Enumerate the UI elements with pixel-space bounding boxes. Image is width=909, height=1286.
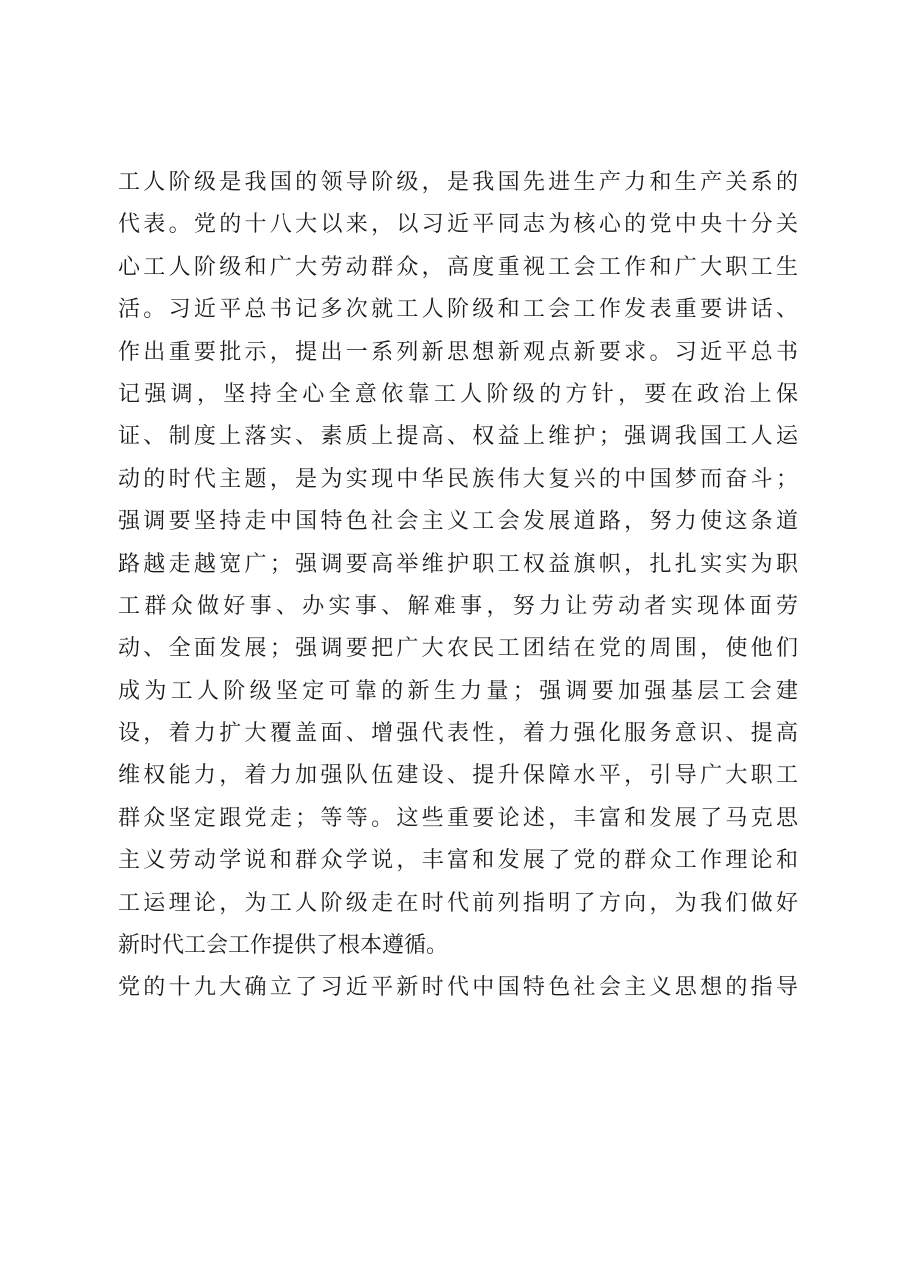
text-line: 路越走越宽广；强调要高举维护职工权益旗帜，扎扎实实为职	[118, 551, 798, 577]
text-line: 设，着力扩大覆盖面、增强代表性，着力强化服务意识、提高	[118, 721, 798, 747]
text-line: 动的时代主题，是为实现中华民族伟大复兴的中国梦而奋斗；	[118, 466, 798, 492]
text-line: 主义劳动学说和群众学说，丰富和发展了党的群众工作理论和	[118, 848, 798, 874]
text-line: 维权能力，着力加强队伍建设、提升保障水平，引导广大职工	[118, 763, 798, 789]
text-line: 党的十九大确立了习近平新时代中国特色社会主义思想的指导	[118, 975, 798, 1001]
text-line: 成为工人阶级坚定可靠的新生力量；强调要加强基层工会建	[118, 678, 798, 704]
text-line: 证、制度上落实、素质上提高、权益上维护；强调我国工人运	[118, 424, 798, 450]
text-line: 活。习近平总书记多次就工人阶级和工会工作发表重要讲话、	[118, 297, 798, 323]
text-line: 代表。党的十八大以来，以习近平同志为核心的党中央十分关	[118, 212, 798, 238]
text-line: 工群众做好事、办实事、解难事，努力让劳动者实现体面劳	[118, 593, 798, 619]
text-line: 工运理论，为工人阶级走在时代前列指明了方向，为我们做好	[118, 890, 798, 916]
text-line: 新时代工会工作提供了根本遵循。	[118, 933, 449, 959]
text-line: 工人阶级是我国的领导阶级，是我国先进生产力和生产关系的	[118, 170, 798, 195]
body-text	[118, 162, 798, 1010]
text-line: 强调要坚持走中国特色社会主义工会发展道路，努力使这条道	[118, 509, 798, 535]
paragraph-2	[118, 967, 798, 1009]
paragraph-1	[118, 162, 798, 967]
text-line: 动、全面发展；强调要把广大农民工团结在党的周围，使他们	[118, 636, 798, 662]
text-line: 作出重要批示，提出一系列新思想新观点新要求。习近平总书	[118, 339, 798, 365]
text-line: 心工人阶级和广大劳动群众，高度重视工会工作和广大职工生	[118, 254, 798, 280]
text-line: 群众坚定跟党走；等等。这些重要论述，丰富和发展了马克思	[118, 805, 798, 831]
text-line: 记强调，坚持全心全意依靠工人阶级的方针，要在政治上保	[118, 381, 798, 407]
